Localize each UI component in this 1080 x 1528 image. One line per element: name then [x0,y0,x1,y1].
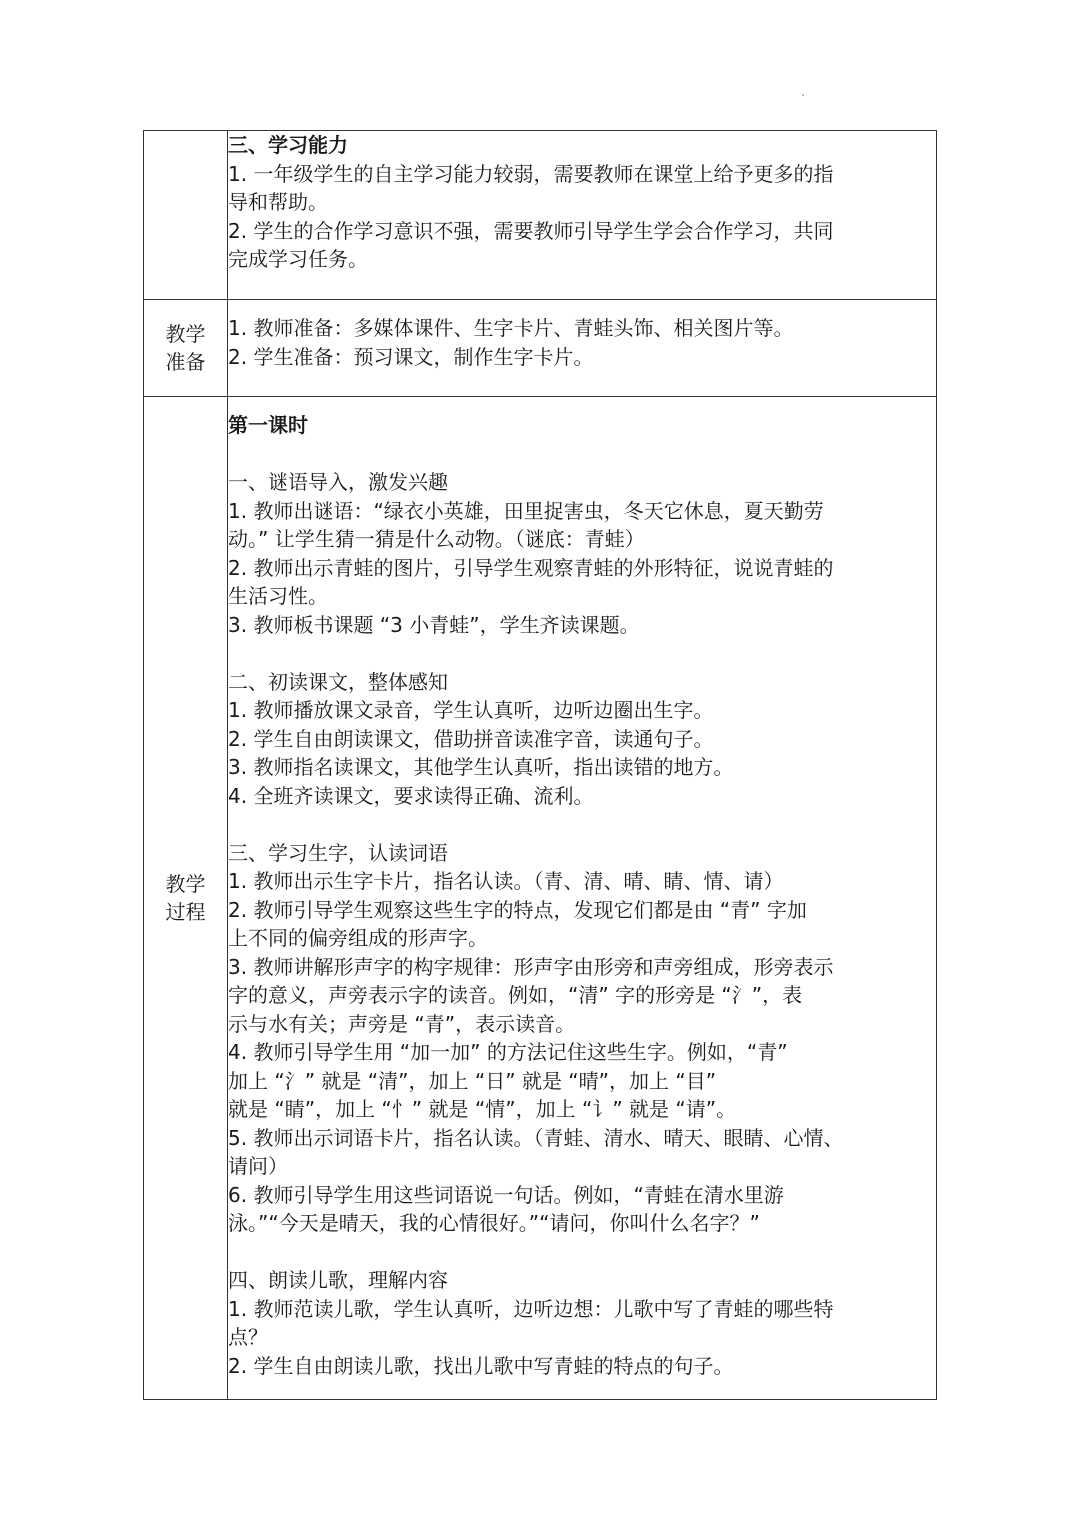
text-line: 三、学习生字，认读词语 [228,840,448,865]
table-row-teaching-preparation [144,300,937,397]
text-line: 1. 教师出谜语：“绿衣小英雄，田里捉害虫，冬天它休息，夏天勤劳 [228,498,824,523]
text-line: 完成学习任务。 [228,247,368,271]
row-content-cell [228,131,937,300]
text-line: 示与水有关；声旁是 “青”，表示读音。 [228,1011,576,1036]
lesson-plan-table [143,130,937,1400]
text-line: 2. 学生自由朗读课文，借助拼音读准字音，读通句子。 [228,726,714,751]
text-line: 5. 教师出示词语卡片，指名认读。（青蛙、清水、晴天、眼睛、心情、 [228,1125,844,1150]
text-line: 1. 教师出示生字卡片，指名认读。（青、清、晴、睛、情、请） [228,869,784,893]
text-line: 2. 教师出示青蛙的图片，引导学生观察青蛙的外形特征，说说青蛙的 [228,555,834,580]
text-line: 二、初读课文，整体感知 [228,669,448,694]
text-line: 请问） [228,1154,288,1178]
text-line: 动。” 让学生猜一猜是什么动物。（谜底：青蛙） [228,527,645,551]
text-line: 2. 学生准备：预习课文，制作生字卡片。 [228,344,594,369]
row-content-cell [228,300,937,397]
text-line: 1. 教师准备：多媒体课件、生字卡片、青蛙头饰、相关图片等。 [228,316,794,340]
text-line: 1. 教师播放课文录音，学生认真听，边听边圈出生字。 [228,698,714,722]
row-label-line: 教学 [165,322,206,346]
row-label-line: 准备 [165,350,206,374]
text-line: 2. 学生自由朗读儿歌，找出儿歌中写青蛙的特点的句子。 [228,1353,734,1378]
row-content-cell [228,397,937,1400]
text-line: 加上 “氵” 就是 “清”，加上 “日” 就是 “晴”，加上 “目” [228,1068,717,1093]
row-label-cell [144,300,228,397]
blank-line [228,1238,936,1267]
text-line: 6. 教师引导学生用这些词语说一句话。例如，“青蛙在清水里游 [228,1182,784,1207]
table-row-teaching-process [144,397,937,1400]
text-line: 4. 教师引导学生用 “加一加” 的方法记住这些生字。例如，“青” [228,1040,788,1064]
text-line: 3. 教师指名读课文，其他学生认真听，指出读错的地方。 [228,755,734,779]
text-line: 就是 “睛”，加上 “忄” 就是 “情”，加上 “讠” 就是 “请”。 [228,1097,737,1121]
blank-line [228,639,936,668]
text-line: 生活习性。 [228,584,328,608]
blank-line [228,810,936,839]
section-heading: 第一课时 [228,413,308,437]
section-heading: 三、学习能力 [228,133,348,157]
row-label-line: 教学 [165,872,206,896]
text-line: 一、谜语导入，激发兴趣 [228,470,448,494]
text-line: 3. 教师板书课题 “3 小青蛙”，学生齐读课题。 [228,612,640,637]
row-label-cell [144,131,228,300]
text-line: 1. 教师范读儿歌，学生认真听，边听边想：儿歌中写了青蛙的哪些特 [228,1296,834,1321]
text-line: 3. 教师讲解形声字的构字规律：形声字由形旁和声旁组成，形旁表示 [228,954,834,979]
row-label-cell [144,397,228,1400]
text-line: 上不同的偏旁组成的形声字。 [228,926,488,950]
text-line: 1. 一年级学生的自主学习能力较弱，需要教师在课堂上给予更多的指 [228,161,834,186]
text-line: 导和帮助。 [228,190,328,214]
text-line: 2. 学生的合作学习意识不强，需要教师引导学生学会合作学习，共同 [228,218,834,243]
row-label-line: 过程 [165,900,206,924]
text-line: 泳。”“今天是晴天，我的心情很好。”“请问，你叫什么名字？” [228,1211,760,1235]
blank-line [228,440,936,469]
text-line: 4. 全班齐读课文，要求读得正确、流利。 [228,783,594,808]
page-mark [802,94,804,96]
text-line: 点？ [228,1325,268,1349]
table-row-learning-ability [144,131,937,300]
text-line: 字的意义，声旁表示字的读音。例如，“清” 字的形旁是 “氵”，表 [228,983,803,1007]
text-line: 四、朗读儿歌，理解内容 [228,1268,448,1292]
text-line: 2. 教师引导学生观察这些生字的特点，发现它们都是由 “青” 字加 [228,897,807,922]
